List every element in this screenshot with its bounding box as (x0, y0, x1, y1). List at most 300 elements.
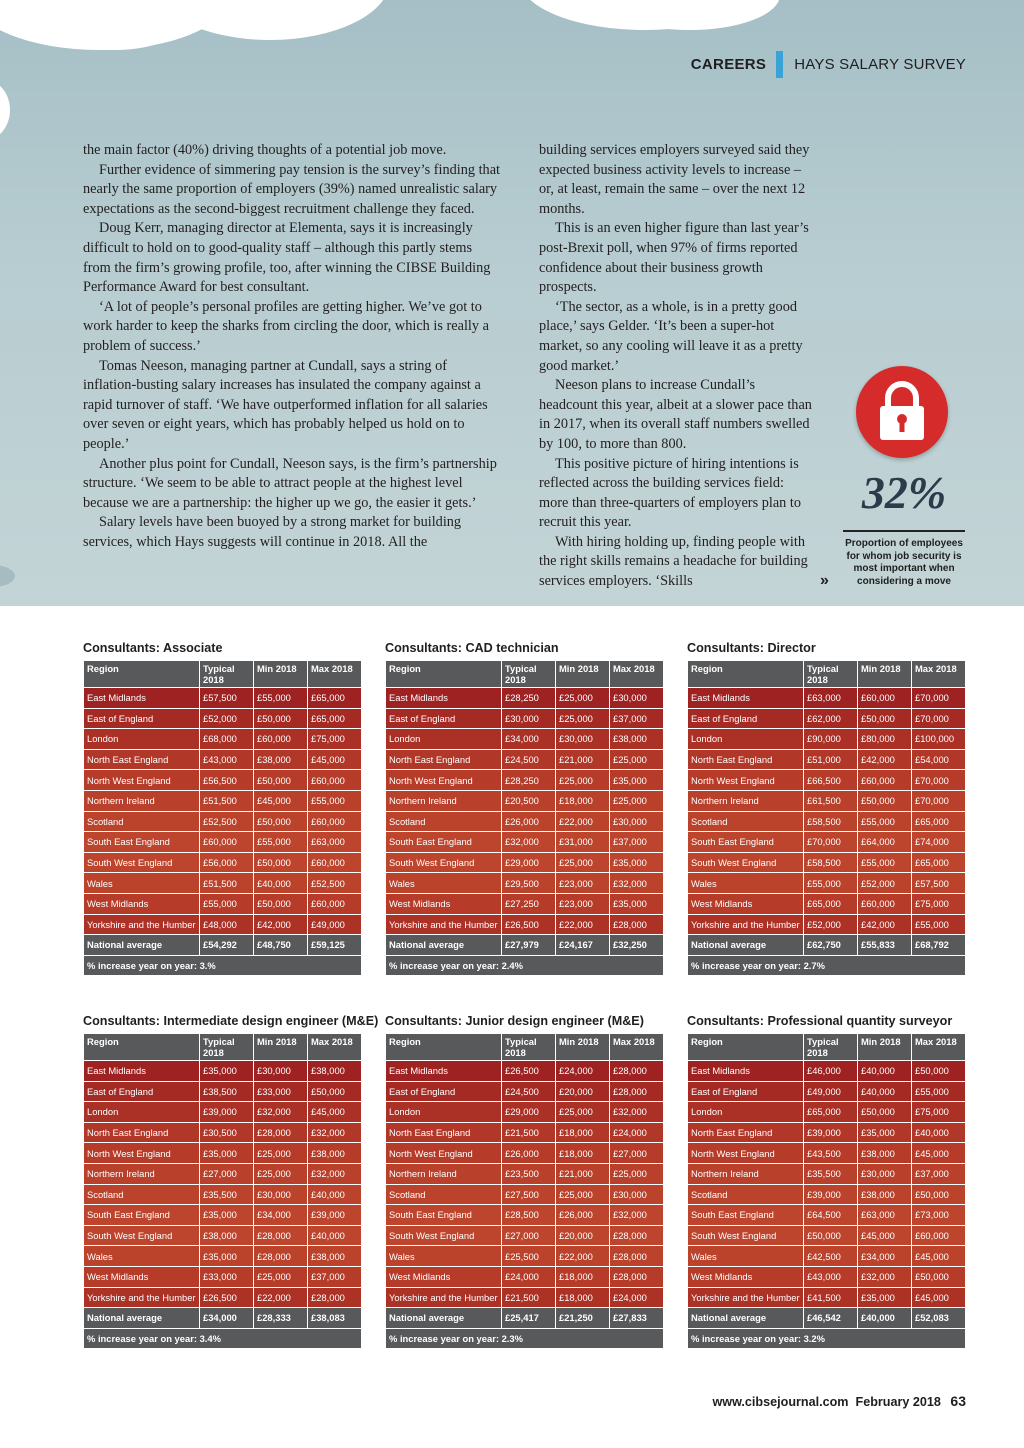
national-average-label: National average (84, 935, 200, 956)
table-row (84, 1102, 362, 1123)
column-header-typical: Typical 2018 (200, 1034, 254, 1061)
salary-cell: £24,000 (610, 1122, 664, 1143)
national-average-row (688, 1308, 966, 1329)
table-row (386, 1287, 664, 1308)
salary-cell: £28,000 (610, 914, 664, 935)
section-header (691, 50, 966, 78)
salary-cell: £60,000 (858, 770, 912, 791)
national-average-value: £52,083 (912, 1308, 966, 1329)
salary-cell: £23,000 (556, 873, 610, 894)
salary-cell: £28,000 (610, 1246, 664, 1267)
salary-cell: £55,000 (912, 1081, 966, 1102)
paragraph: This positive picture of hiring intentions is reflected across the building services field: more than three-quarters of employers plan to recruit this year. (539, 455, 802, 531)
table-row (688, 873, 966, 894)
salary-cell: £45,000 (912, 1143, 966, 1164)
table-row (84, 1143, 362, 1164)
salary-cell: £20,000 (556, 1225, 610, 1246)
table-row (84, 1205, 362, 1226)
table-row (386, 1246, 664, 1267)
table-row (84, 1225, 362, 1246)
region-cell: Yorkshire and the Humber (688, 914, 804, 935)
region-cell: London (386, 1102, 502, 1123)
paragraph: the main factor (40%) driving thoughts of a potential job move. (83, 142, 447, 158)
salary-cell: £52,500 (308, 873, 362, 894)
region-cell: North East England (84, 1122, 200, 1143)
region-cell: Scotland (386, 1184, 502, 1205)
salary-cell: £65,000 (308, 688, 362, 709)
salary-cell: £28,000 (610, 1266, 664, 1287)
salary-cell: £60,000 (254, 729, 308, 750)
column-header-min: Min 2018 (556, 1034, 610, 1061)
national-average-value: £28,333 (254, 1308, 308, 1329)
increase-row (688, 1328, 966, 1349)
region-cell: South East England (84, 1205, 200, 1226)
salary-cell: £38,000 (254, 749, 308, 770)
region-cell: Wales (84, 873, 200, 894)
salary-cell: £61,500 (804, 790, 858, 811)
national-average-row (386, 935, 664, 956)
region-cell: South West England (688, 852, 804, 873)
salary-cell: £26,500 (200, 1287, 254, 1308)
salary-cell: £34,000 (502, 729, 556, 750)
salary-cell: £27,000 (610, 1143, 664, 1164)
salary-cell: £30,000 (254, 1061, 308, 1082)
salary-cell: £43,500 (804, 1143, 858, 1164)
region-cell: Yorkshire and the Humber (84, 914, 200, 935)
national-average-value: £46,542 (804, 1308, 858, 1329)
salary-cell: £32,000 (610, 873, 664, 894)
region-cell: North West England (84, 1143, 200, 1164)
salary-cell: £28,000 (610, 1225, 664, 1246)
salary-cell: £50,000 (912, 1061, 966, 1082)
table-row (386, 1143, 664, 1164)
table-row (386, 1122, 664, 1143)
salary-cell: £75,000 (308, 729, 362, 750)
national-average-row (386, 1308, 664, 1329)
table-title: Consultants: Director (687, 641, 816, 655)
region-cell: North East England (386, 749, 502, 770)
salary-cell: £21,000 (556, 749, 610, 770)
salary-cell: £25,000 (556, 770, 610, 791)
table-row (84, 873, 362, 894)
salary-cell: £20,000 (556, 1081, 610, 1102)
table-row (688, 708, 966, 729)
table-row (386, 832, 664, 853)
table-row (688, 914, 966, 935)
salary-cell: £63,000 (308, 832, 362, 853)
table-row (386, 914, 664, 935)
salary-cell: £27,000 (200, 1163, 254, 1184)
salary-cell: £24,000 (610, 1287, 664, 1308)
region-cell: South West England (84, 852, 200, 873)
salary-cell: £38,000 (610, 729, 664, 750)
salary-cell: £28,000 (610, 1061, 664, 1082)
salary-cell: £65,000 (912, 852, 966, 873)
region-cell: Northern Ireland (386, 1163, 502, 1184)
salary-cell: £55,000 (804, 873, 858, 894)
region-cell: East of England (386, 708, 502, 729)
salary-cell: £43,000 (200, 749, 254, 770)
salary-table (385, 1033, 664, 1349)
national-average-label: National average (688, 935, 804, 956)
region-cell: South East England (688, 1205, 804, 1226)
salary-cell: £37,000 (610, 708, 664, 729)
table-row (386, 811, 664, 832)
national-average-value: £27,833 (610, 1308, 664, 1329)
salary-cell: £50,000 (912, 1266, 966, 1287)
salary-cell: £21,500 (502, 1122, 556, 1143)
table-row (386, 1163, 664, 1184)
paragraph: Doug Kerr, managing director at Elementa, says it is increasingly difficult to hold on to good-quality staff – although this partly stems from the firm’s growing profile, too, after winning the CIBSE Building Performance Award for best consultant. (83, 220, 491, 296)
salary-cell: £35,500 (200, 1184, 254, 1205)
region-cell: West Midlands (386, 893, 502, 914)
salary-cell: £70,000 (912, 708, 966, 729)
table-row (688, 832, 966, 853)
region-cell: West Midlands (84, 1266, 200, 1287)
paragraph: This is an even higher figure than last year’s post-Brexit poll, when 97% of firms reported confidence about their business growth prospects. (539, 220, 809, 296)
salary-cell: £41,500 (804, 1287, 858, 1308)
salary-cell: £32,000 (254, 1102, 308, 1123)
salary-cell: £51,500 (200, 790, 254, 811)
salary-cell: £18,000 (556, 1266, 610, 1287)
salary-cell: £38,000 (308, 1061, 362, 1082)
salary-cell: £25,000 (556, 688, 610, 709)
salary-cell: £34,000 (254, 1205, 308, 1226)
salary-cell: £40,000 (858, 1081, 912, 1102)
region-cell: Scotland (84, 811, 200, 832)
salary-cell: £39,000 (804, 1184, 858, 1205)
table-row (84, 914, 362, 935)
region-cell: North East England (688, 1122, 804, 1143)
salary-cell: £32,000 (308, 1122, 362, 1143)
salary-cell: £57,500 (912, 873, 966, 894)
year-on-year-increase: % increase year on year: 2.4% (386, 955, 664, 976)
salary-cell: £73,000 (912, 1205, 966, 1226)
salary-cell: £70,000 (912, 770, 966, 791)
salary-table-block (83, 640, 361, 976)
region-cell: Scotland (84, 1184, 200, 1205)
region-cell: Wales (386, 873, 502, 894)
table-row (688, 1102, 966, 1123)
table-title: Consultants: Professional quantity surveyor (687, 1014, 953, 1028)
salary-cell: £70,000 (912, 688, 966, 709)
column-header-min: Min 2018 (254, 1034, 308, 1061)
national-average-row (84, 935, 362, 956)
table-row (386, 1205, 664, 1226)
footer-date: February 2018 (855, 1395, 941, 1409)
salary-cell: £45,000 (912, 1287, 966, 1308)
region-cell: South West England (386, 1225, 502, 1246)
national-average-value: £68,792 (912, 935, 966, 956)
region-cell: East of England (84, 708, 200, 729)
region-cell: East Midlands (386, 1061, 502, 1082)
salary-cell: £33,000 (254, 1081, 308, 1102)
column-header-typical: Typical 2018 (804, 661, 858, 688)
salary-cell: £50,000 (254, 811, 308, 832)
salary-cell: £35,000 (858, 1122, 912, 1143)
salary-table (83, 1033, 362, 1349)
region-cell: West Midlands (386, 1266, 502, 1287)
salary-table (83, 660, 362, 976)
article-column-1 (83, 141, 501, 552)
salary-cell: £60,000 (308, 811, 362, 832)
salary-cell: £25,000 (254, 1266, 308, 1287)
region-cell: South East England (84, 832, 200, 853)
increase-row (386, 1328, 664, 1349)
salary-cell: £46,000 (804, 1061, 858, 1082)
salary-table (687, 1033, 966, 1349)
padlock-icon (856, 366, 948, 458)
salary-cell: £30,000 (610, 1184, 664, 1205)
national-average-row (688, 935, 966, 956)
column-header-max: Max 2018 (610, 661, 664, 688)
salary-cell: £38,000 (858, 1184, 912, 1205)
table-title: Consultants: Intermediate design engineer (M&E) (83, 1014, 379, 1028)
national-average-value: £40,000 (858, 1308, 912, 1329)
salary-cell: £60,000 (858, 688, 912, 709)
salary-cell: £28,000 (254, 1225, 308, 1246)
region-cell: East Midlands (84, 1061, 200, 1082)
region-cell: North West England (386, 1143, 502, 1164)
table-row (688, 893, 966, 914)
salary-cell: £18,000 (556, 1122, 610, 1143)
national-average-value: £54,292 (200, 935, 254, 956)
salary-cell: £52,000 (200, 708, 254, 729)
salary-cell: £40,000 (912, 1122, 966, 1143)
region-cell: Yorkshire and the Humber (386, 914, 502, 935)
salary-cell: £75,000 (912, 1102, 966, 1123)
salary-cell: £60,000 (308, 893, 362, 914)
salary-cell: £55,000 (308, 790, 362, 811)
salary-cell: £35,000 (200, 1205, 254, 1226)
salary-cell: £26,500 (502, 914, 556, 935)
salary-cell: £31,000 (556, 832, 610, 853)
salary-cell: £24,500 (502, 1081, 556, 1102)
cloud-shape (0, 565, 15, 587)
salary-cell: £28,000 (308, 1287, 362, 1308)
column-header-region: Region (386, 661, 502, 688)
table-row (386, 1061, 664, 1082)
national-average-value: £27,979 (502, 935, 556, 956)
column-header-min: Min 2018 (254, 661, 308, 688)
table-row (386, 749, 664, 770)
table-row (84, 852, 362, 873)
salary-cell: £32,000 (610, 1205, 664, 1226)
region-cell: East Midlands (386, 688, 502, 709)
salary-cell: £49,000 (308, 914, 362, 935)
salary-cell: £32,000 (502, 832, 556, 853)
salary-cell: £38,000 (308, 1246, 362, 1267)
column-header-min: Min 2018 (858, 1034, 912, 1061)
table-row (386, 729, 664, 750)
salary-cell: £65,000 (308, 708, 362, 729)
salary-cell: £35,000 (610, 770, 664, 791)
column-header-max: Max 2018 (912, 1034, 966, 1061)
salary-table-block (83, 1013, 379, 1349)
table-row (386, 893, 664, 914)
table-row (84, 893, 362, 914)
salary-cell: £42,000 (858, 749, 912, 770)
salary-cell: £58,500 (804, 852, 858, 873)
table-row (688, 1143, 966, 1164)
salary-cell: £50,000 (254, 852, 308, 873)
salary-cell: £45,000 (858, 1225, 912, 1246)
column-header-region: Region (84, 1034, 200, 1061)
salary-cell: £18,000 (556, 1143, 610, 1164)
column-header-min: Min 2018 (556, 661, 610, 688)
salary-cell: £27,250 (502, 893, 556, 914)
salary-cell: £45,000 (254, 790, 308, 811)
region-cell: Yorkshire and the Humber (386, 1287, 502, 1308)
salary-cell: £60,000 (858, 893, 912, 914)
national-average-value: £21,250 (556, 1308, 610, 1329)
paragraph: Tomas Neeson, managing partner at Cundall, says a string of inflation-busting salary increases has insulated the company against a rapid turnover of staff. ‘We have outperformed inflation for all salaries over seven or eight years, which has probably helped us hold on to people.’ (83, 357, 488, 452)
salary-cell: £21,000 (556, 1163, 610, 1184)
salary-cell: £37,000 (308, 1266, 362, 1287)
region-cell: Yorkshire and the Humber (688, 1287, 804, 1308)
table-row (84, 790, 362, 811)
salary-cell: £24,500 (502, 749, 556, 770)
salary-cell: £52,000 (804, 914, 858, 935)
salary-cell: £25,000 (556, 852, 610, 873)
salary-cell: £60,000 (200, 832, 254, 853)
salary-cell: £52,000 (858, 873, 912, 894)
stat-caption: Proportion of employees for whom job security is most important when considering a move (845, 538, 963, 587)
column-header-typical: Typical 2018 (804, 1034, 858, 1061)
salary-cell: £35,000 (610, 893, 664, 914)
region-cell: Northern Ireland (84, 1163, 200, 1184)
table-row (386, 1184, 664, 1205)
table-row (688, 1081, 966, 1102)
region-cell: Northern Ireland (386, 790, 502, 811)
salary-cell: £35,000 (610, 852, 664, 873)
salary-cell: £100,000 (912, 729, 966, 750)
salary-cell: £50,000 (308, 1081, 362, 1102)
paragraph: ‘The sector, as a whole, is in a pretty good place,’ says Gelder. ‘It’s been a super-hot market, so any cooling will leave it as a pretty good market.’ (539, 298, 803, 374)
salary-cell: £51,000 (804, 749, 858, 770)
table-row (84, 749, 362, 770)
table-row (386, 790, 664, 811)
salary-cell: £26,000 (556, 1205, 610, 1226)
salary-cell: £28,250 (502, 688, 556, 709)
salary-cell: £25,000 (556, 1102, 610, 1123)
national-average-value: £34,000 (200, 1308, 254, 1329)
salary-cell: £33,000 (200, 1266, 254, 1287)
increase-row (84, 955, 362, 976)
header-divider (776, 51, 783, 78)
column-header-region: Region (84, 661, 200, 688)
region-cell: South East England (688, 832, 804, 853)
salary-cell: £30,000 (858, 1163, 912, 1184)
table-row (688, 1184, 966, 1205)
national-average-value: £55,833 (858, 935, 912, 956)
paragraph: With hiring holding up, finding people with the right skills remains a headache for building services employers. ‘Skills (539, 533, 808, 590)
region-cell: Northern Ireland (84, 790, 200, 811)
page-footer (713, 1393, 967, 1409)
column-header-region: Region (688, 661, 804, 688)
salary-cell: £27,500 (502, 1184, 556, 1205)
column-header-max: Max 2018 (912, 661, 966, 688)
salary-cell: £22,000 (556, 1246, 610, 1267)
salary-cell: £42,000 (858, 914, 912, 935)
region-cell: East Midlands (688, 1061, 804, 1082)
table-row (688, 790, 966, 811)
salary-cell: £55,000 (858, 852, 912, 873)
table-row (84, 1163, 362, 1184)
table-row (84, 1266, 362, 1287)
salary-cell: £42,500 (804, 1246, 858, 1267)
salary-cell: £49,000 (804, 1081, 858, 1102)
salary-cell: £28,000 (610, 1081, 664, 1102)
salary-cell: £30,000 (502, 708, 556, 729)
national-average-value: £25,417 (502, 1308, 556, 1329)
column-header-max: Max 2018 (308, 1034, 362, 1061)
salary-cell: £30,000 (610, 688, 664, 709)
region-cell: South West England (84, 1225, 200, 1246)
salary-cell: £30,000 (610, 811, 664, 832)
salary-cell: £38,000 (200, 1225, 254, 1246)
salary-cell: £70,000 (804, 832, 858, 853)
region-cell: South East England (386, 1205, 502, 1226)
salary-cell: £34,000 (858, 1246, 912, 1267)
salary-cell: £35,000 (200, 1061, 254, 1082)
region-cell: East of England (84, 1081, 200, 1102)
year-on-year-increase: % increase year on year: 3.2% (688, 1328, 966, 1349)
salary-cell: £74,000 (912, 832, 966, 853)
table-row (84, 1184, 362, 1205)
salary-cell: £52,500 (200, 811, 254, 832)
salary-cell: £62,000 (804, 708, 858, 729)
column-header-typical: Typical 2018 (200, 661, 254, 688)
national-average-label: National average (386, 935, 502, 956)
salary-cell: £65,000 (804, 893, 858, 914)
salary-cell: £24,000 (556, 1061, 610, 1082)
region-cell: Wales (386, 1246, 502, 1267)
increase-row (84, 1328, 362, 1349)
salary-cell: £50,000 (254, 893, 308, 914)
salary-cell: £26,000 (502, 811, 556, 832)
region-cell: Scotland (688, 811, 804, 832)
region-cell: South West England (386, 852, 502, 873)
salary-cell: £29,000 (502, 852, 556, 873)
region-cell: North West England (688, 770, 804, 791)
salary-cell: £55,000 (912, 914, 966, 935)
salary-cell: £65,000 (912, 811, 966, 832)
salary-cell: £90,000 (804, 729, 858, 750)
table-row (386, 852, 664, 873)
year-on-year-increase: % increase year on year: 3.% (84, 955, 362, 976)
column-header-region: Region (386, 1034, 502, 1061)
salary-cell: £18,000 (556, 1287, 610, 1308)
region-cell: North East England (84, 749, 200, 770)
paragraph: Another plus point for Cundall, Neeson says, is the firm’s partnership structure. ‘We seem to be able to attract people at the highest level because we are a partnership: the higher up we go, the easier it gets.’ (83, 455, 497, 511)
salary-cell: £68,000 (200, 729, 254, 750)
region-cell: London (386, 729, 502, 750)
table-row (688, 1061, 966, 1082)
paragraph: ‘A lot of people’s personal profiles are getting higher. We’ve got to work harder to keep the sharks from circling the door, which is really a problem of success.’ (83, 298, 489, 354)
region-cell: North West England (386, 770, 502, 791)
table-row (386, 1266, 664, 1287)
table-row (688, 770, 966, 791)
salary-cell: £32,000 (858, 1266, 912, 1287)
salary-cell: £39,000 (200, 1102, 254, 1123)
column-header-max: Max 2018 (308, 661, 362, 688)
salary-cell: £35,000 (200, 1246, 254, 1267)
salary-cell: £30,000 (556, 729, 610, 750)
year-on-year-increase: % increase year on year: 2.3% (386, 1328, 664, 1349)
footer-url: www.cibsejournal.com (712, 1395, 849, 1409)
salary-cell: £64,000 (858, 832, 912, 853)
